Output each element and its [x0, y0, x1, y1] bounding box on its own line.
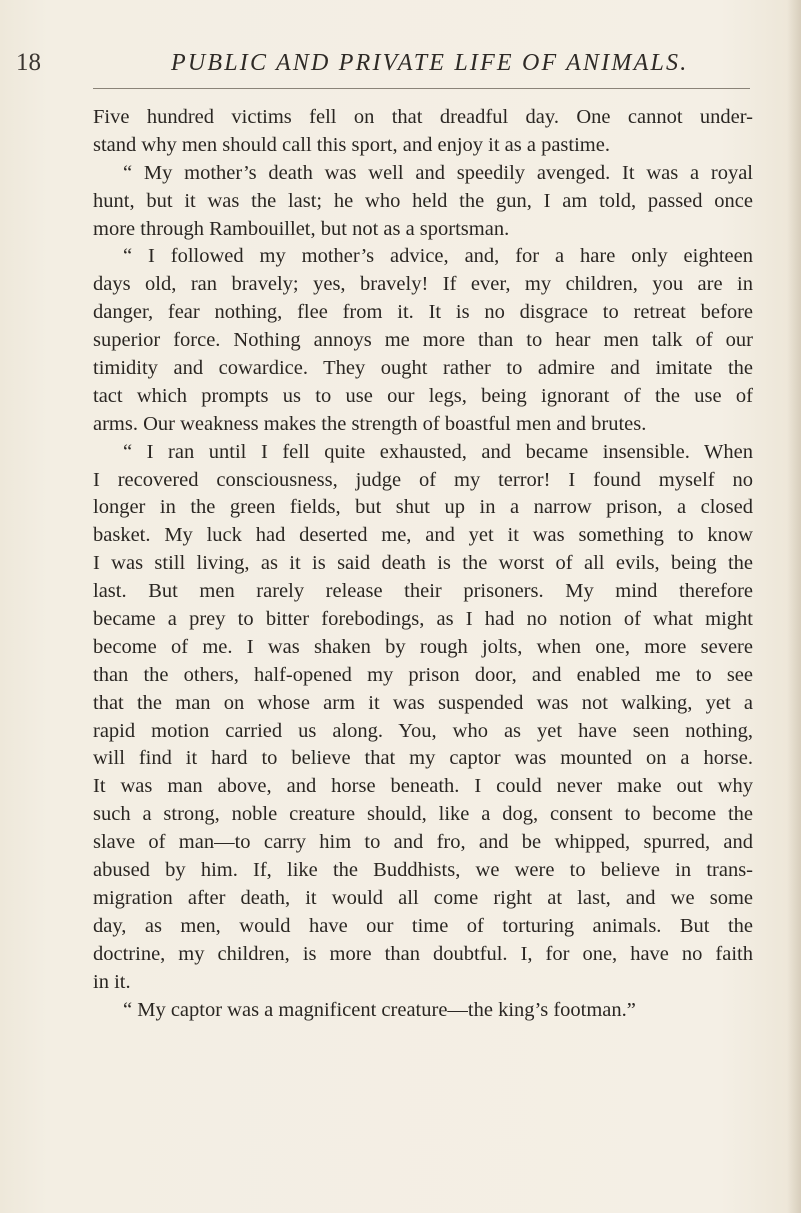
running-title: PUBLIC AND PRIVATE LIFE OF ANIMALS.: [171, 50, 689, 76]
page-header: [8, 46, 758, 80]
text-line: in it.: [93, 970, 131, 993]
text-line: doctrine, my children, is more than doubtful. I, for one, have no faith: [93, 942, 753, 965]
body-text: [93, 104, 753, 1024]
text-line: longer in the green fields, but shut up in a narrow prison, a closed: [93, 496, 753, 519]
text-line: arms. Our weakness makes the strength of boastful men and brutes.: [93, 412, 647, 435]
text-line: I was still living, as it is said death is the worst of all evils, being the: [93, 552, 753, 575]
text-line: stand why men should call this sport, and enjoy it as a pastime.: [93, 133, 610, 156]
text-line: will find it hard to believe that my captor was mounted on a horse.: [93, 747, 753, 770]
text-line: days old, ran bravely; yes, bravely! If ever, my children, you are in: [93, 273, 753, 296]
text-line: slave of man—to carry him to and fro, and be whipped, spurred, and: [93, 831, 753, 854]
text-line: day, as men, would have our time of torturing animals. But the: [93, 914, 753, 937]
text-line: It was man above, and horse beneath. I could never make out why: [93, 775, 753, 798]
text-line: abused by him. If, like the Buddhists, we were to believe in trans-: [93, 859, 753, 882]
page-number: 18: [16, 49, 41, 76]
text-line: I recovered consciousness, judge of my terror! I found myself no: [93, 468, 753, 491]
text-line: “ I ran until I fell quite exhausted, and became insensible. When: [123, 440, 753, 463]
text-line: timidity and cowardice. They ought rather to admire and imitate the: [93, 357, 753, 380]
text-line: last. But men rarely release their prisoners. My mind therefore: [93, 580, 753, 603]
header-rule: [93, 88, 750, 89]
text-line: tact which prompts us to use our legs, being ignorant of the use of: [93, 384, 753, 407]
text-line: became a prey to bitter forebodings, as I had no notion of what might: [93, 608, 753, 631]
text-line: danger, fear nothing, flee from it. It is no disgrace to retreat before: [93, 301, 753, 324]
text-line: more through Rambouillet, but not as a sportsman.: [93, 217, 510, 240]
text-line: superior force. Nothing annoys me more than to hear men talk of our: [93, 329, 753, 352]
text-line: than the others, half-opened my prison door, and enabled me to see: [93, 663, 753, 686]
page-edge-shadow: [787, 0, 801, 1213]
text-line: rapid motion carried us along. You, who as yet have seen nothing,: [93, 719, 753, 742]
text-line: hunt, but it was the last; he who held the gun, I am told, passed once: [93, 189, 753, 212]
text-line: “ My captor was a magnificent creature—the king’s footman.”: [123, 998, 636, 1021]
text-line: basket. My luck had deserted me, and yet it was something to know: [93, 524, 753, 547]
text-line: such a strong, noble creature should, like a dog, consent to become the: [93, 803, 753, 826]
text-line: migration after death, it would all come right at last, and we some: [93, 886, 753, 909]
text-line: that the man on whose arm it was suspended was not walking, yet a: [93, 691, 753, 714]
text-line: “ I followed my mother’s advice, and, for a hare only eighteen: [123, 245, 753, 268]
text-line: Five hundred victims fell on that dreadful day. One cannot under-: [93, 106, 753, 128]
text-line: become of me. I was shaken by rough jolts, when one, more severe: [93, 635, 753, 658]
text-line: “ My mother’s death was well and speedily avenged. It was a royal: [123, 161, 753, 184]
